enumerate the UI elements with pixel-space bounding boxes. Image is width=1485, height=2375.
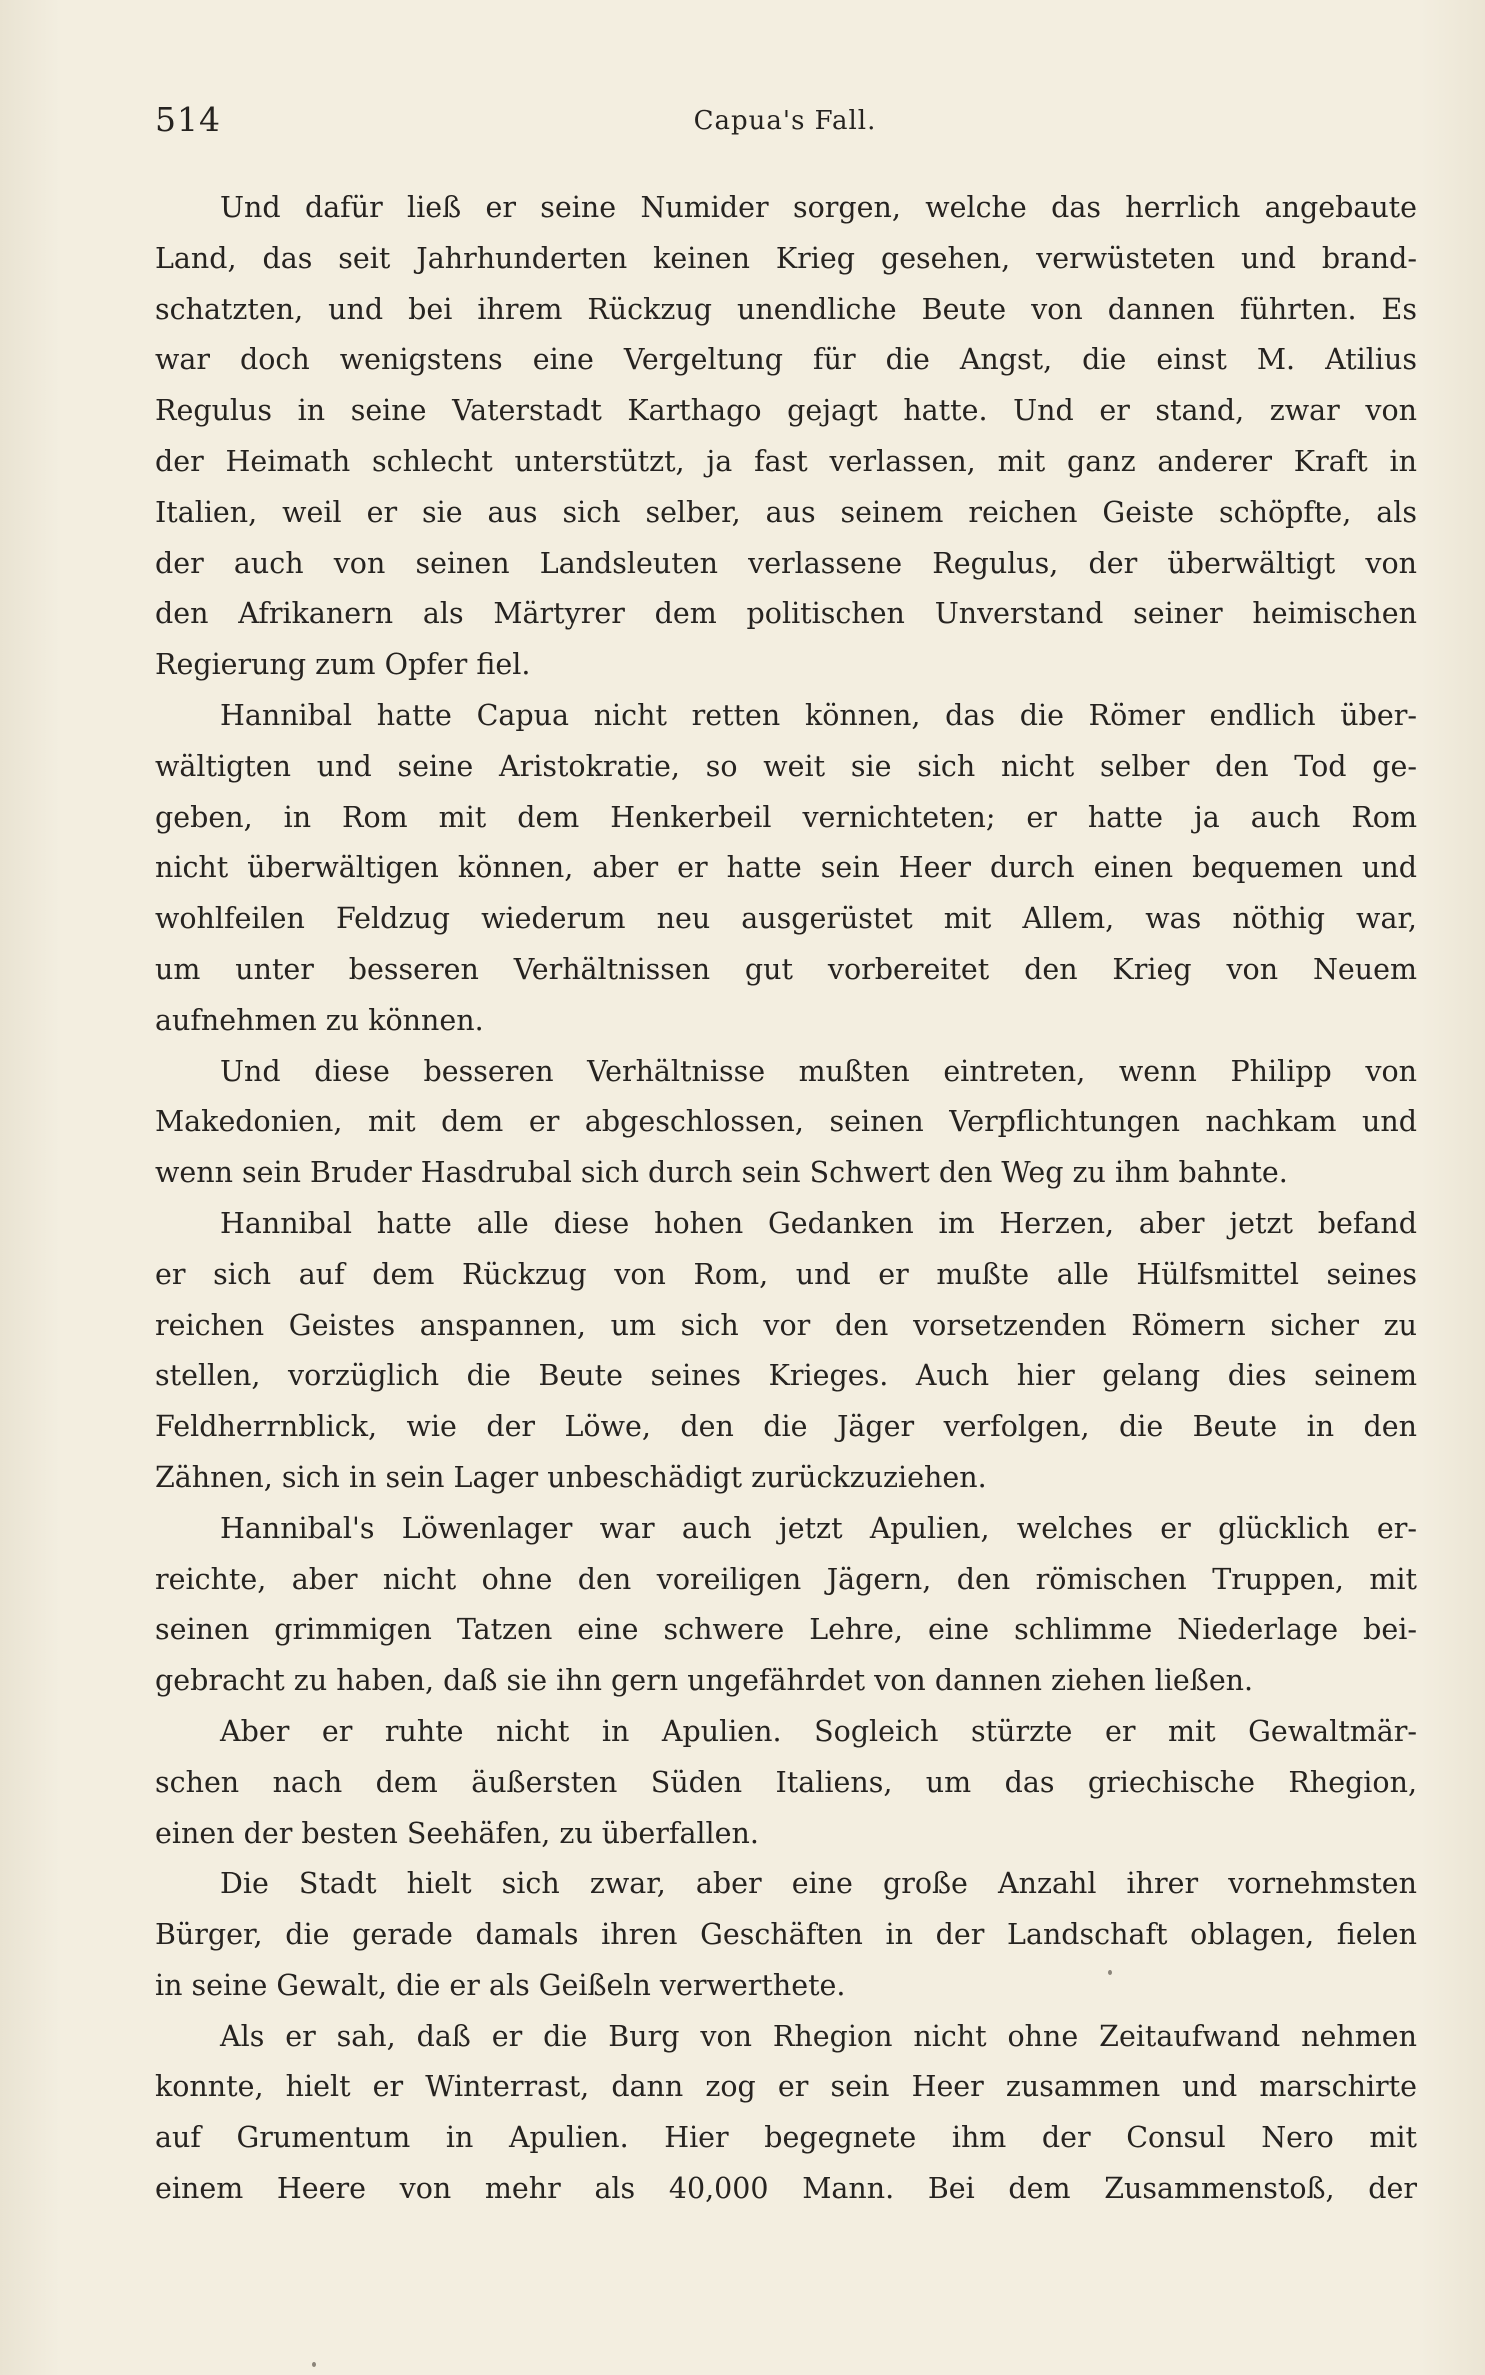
text-line: Land, das seit Jahrhunderten keinen Krieg gesehen, verwüsteten und brand- <box>155 241 1417 275</box>
text-line: Zähnen, sich in sein Lager unbeschädigt zurückzuziehen. <box>155 1460 987 1494</box>
text-line: der Heimath schlecht unterstützt, ja fast verlassen, mit ganz anderer Kraft in <box>155 444 1417 478</box>
text-line: Und diese besseren Verhältnisse mußten eintreten, wenn Philipp von <box>220 1054 1417 1088</box>
text-line: der auch von seinen Landsleuten verlassene Regulus, der überwältigt von <box>155 546 1417 580</box>
text-line: nicht überwältigen können, aber er hatte sein Heer durch einen bequemen und <box>155 851 1417 885</box>
page-number: 514 <box>155 100 221 139</box>
text-line: war doch wenigstens eine Vergeltung für die Angst, die einst M. Atilius <box>155 343 1417 377</box>
text-line: Als er sah, daß er die Burg von Rhegion nicht ohne Zeitaufwand nehmen <box>220 2019 1417 2053</box>
text-line: Regulus in seine Vaterstadt Karthago gejagt hatte. Und er stand, zwar von <box>155 394 1417 428</box>
text-line: wohlfeilen Feldzug wiederum neu ausgerüstet mit Allem, was nöthig war, <box>155 902 1417 936</box>
text-line: Hannibal's Löwenlager war auch jetzt Apulien, welches er glücklich er- <box>220 1511 1417 1545</box>
text-line: Hannibal hatte alle diese hohen Gedanken im Herzen, aber jetzt befand <box>220 1206 1417 1240</box>
text-line: Feldherrnblick, wie der Löwe, den die Jäger verfolgen, die Beute in den <box>155 1410 1417 1444</box>
text-line: in seine Gewalt, die er als Geißeln verwerthete. <box>155 1968 846 2002</box>
text-line: schen nach dem äußersten Süden Italiens, um das griechische Rhegion, <box>155 1765 1417 1799</box>
body-text <box>155 183 1417 2215</box>
paper-speck <box>312 2362 316 2367</box>
paper-speck <box>1108 1970 1112 1975</box>
text-line: um unter besseren Verhältnissen gut vorbereitet den Krieg von Neuem <box>155 952 1417 986</box>
text-line: seinen grimmigen Tatzen eine schwere Lehre, eine schlimme Niederlage bei- <box>155 1613 1417 1647</box>
text-line: schatzten, und bei ihrem Rückzug unendliche Beute von dannen führten. Es <box>155 292 1417 326</box>
text-line: gebracht zu haben, daß sie ihn gern ungefährdet von dannen ziehen ließen. <box>155 1664 1254 1698</box>
text-line: geben, in Rom mit dem Henkerbeil vernichteten; er hatte ja auch Rom <box>155 800 1417 834</box>
text-line: Die Stadt hielt sich zwar, aber eine große Anzahl ihrer vornehmsten <box>220 1867 1417 1901</box>
text-line: Hannibal hatte Capua nicht retten können, das die Römer endlich über- <box>220 698 1417 732</box>
text-line: Aber er ruhte nicht in Apulien. Sogleich stürzte er mit Gewaltmär- <box>220 1714 1417 1748</box>
text-line: aufnehmen zu können. <box>155 1003 484 1037</box>
text-line: reichte, aber nicht ohne den voreiligen Jägern, den römischen Truppen, mit <box>155 1562 1417 1596</box>
text-line: einem Heere von mehr als 40,000 Mann. Bei dem Zusammenstoß, der <box>155 2172 1417 2206</box>
text-line: Italien, weil er sie aus sich selber, aus seinem reichen Geiste schöpfte, als <box>155 495 1417 529</box>
page-header <box>155 100 1415 150</box>
text-line: Bürger, die gerade damals ihren Geschäften in der Landschaft oblagen, fielen <box>155 1918 1417 1952</box>
text-line: stellen, vorzüglich die Beute seines Krieges. Auch hier gelang dies seinem <box>155 1359 1417 1393</box>
running-title: Capua's Fall. <box>693 106 877 136</box>
text-line: einen der besten Seehäfen, zu überfallen. <box>155 1816 759 1850</box>
text-line: Makedonien, mit dem er abgeschlossen, seinen Verpflichtungen nachkam und <box>155 1105 1417 1139</box>
text-line: auf Grumentum in Apulien. Hier begegnete ihm der Consul Nero mit <box>155 2121 1417 2155</box>
text-line: konnte, hielt er Winterrast, dann zog er sein Heer zusammen und marschirte <box>155 2070 1417 2104</box>
text-line: Regierung zum Opfer fiel. <box>155 648 531 682</box>
text-line: wältigten und seine Aristokratie, so weit sie sich nicht selber den Tod ge- <box>155 749 1417 783</box>
text-line: reichen Geistes anspannen, um sich vor den vorsetzenden Römern sicher zu <box>155 1308 1417 1342</box>
text-line: Und dafür ließ er seine Numider sorgen, welche das herrlich angebaute <box>220 191 1417 224</box>
text-line: wenn sein Bruder Hasdrubal sich durch sein Schwert den Weg zu ihm bahnte. <box>155 1156 1288 1190</box>
text-line: er sich auf dem Rückzug von Rom, und er mußte alle Hülfsmittel seines <box>155 1257 1417 1291</box>
text-line: den Afrikanern als Märtyrer dem politischen Unverstand seiner heimischen <box>155 597 1417 631</box>
